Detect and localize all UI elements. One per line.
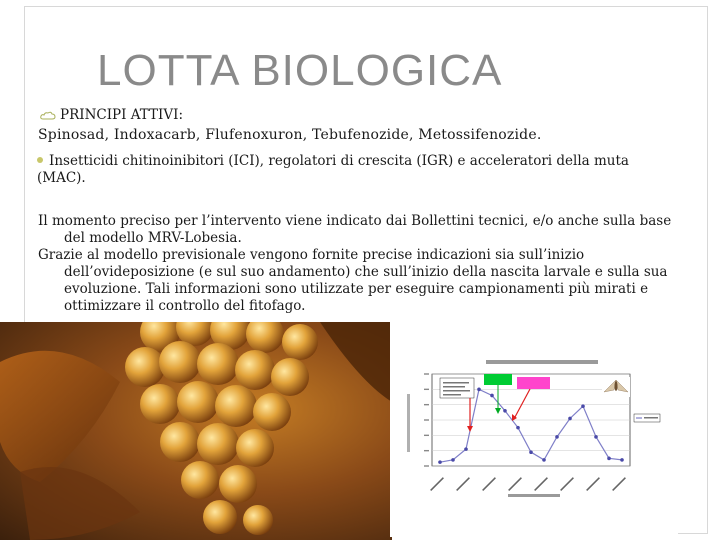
series-point: [568, 417, 572, 421]
series-point: [581, 404, 585, 408]
principi-heading: [40, 107, 183, 124]
chart-title-blur: [486, 360, 598, 364]
slide-title: LOTTA BIOLOGICA: [97, 46, 503, 95]
series-point: [503, 409, 507, 413]
series-point: [594, 435, 598, 439]
bullet-text: Insetticidi chitinoinibitori (ICI), regolatori di crescita (IGR) e acceleratori della muta (MAC).: [37, 153, 629, 186]
series-point: [438, 460, 442, 464]
y-tick-label: [424, 435, 429, 436]
x-axis-label-blur: [508, 494, 560, 497]
chart-svg: [390, 322, 678, 537]
body-paragraphs: [38, 213, 688, 315]
bullet-dot-icon: [37, 157, 43, 163]
y-axis-label-blur: [407, 394, 410, 452]
grapes-photo: [0, 322, 392, 540]
series-point: [555, 435, 559, 439]
series-point: [516, 426, 520, 430]
y-tick-label: [424, 404, 429, 405]
y-tick-label: [424, 465, 429, 466]
series-point: [529, 450, 533, 454]
annotation-green-box: [484, 374, 512, 385]
moth-icon: [602, 377, 630, 397]
series-point: [477, 388, 481, 392]
cloud-bullet-icon: [40, 111, 56, 121]
paragraph-modello: Grazie al modello previsionale vengono fornite precise indicazioni sia sull’inizio dell’ovideposizione (e sul suo andamento) che sull’inizio della nascita larvale e sulla sua evoluzione. Tali informazioni sono utilizzate per eseguire campionamenti più mirati e ottimizzare il controllo del fitofago.: [38, 247, 668, 314]
paragraph-bollettini: Il momento preciso per l’intervento viene indicato dai Bollettini tecnici, e/o anche sulla base del modello MRV-Lobesia.: [38, 213, 672, 246]
series-point: [451, 458, 455, 462]
series-point: [542, 458, 546, 462]
grape-cluster-illustration: [0, 322, 392, 540]
series-point: [620, 458, 624, 462]
series-point: [464, 447, 468, 451]
y-tick-label: [424, 419, 429, 420]
annotation-magenta-box: [517, 377, 550, 389]
active-ingredients: Spinosad, Indoxacarb, Flufenoxuron, Tebufenozide, Metossifenozide.: [38, 127, 542, 143]
series-point: [490, 394, 494, 398]
y-tick-label: [424, 373, 429, 374]
bullet-item: [37, 153, 677, 187]
principi-label: PRINCIPI ATTIVI:: [60, 107, 183, 123]
lobesia-chart: [390, 322, 678, 537]
series-point: [607, 457, 611, 461]
y-tick-label: [424, 450, 429, 451]
y-tick-label: [424, 389, 429, 390]
